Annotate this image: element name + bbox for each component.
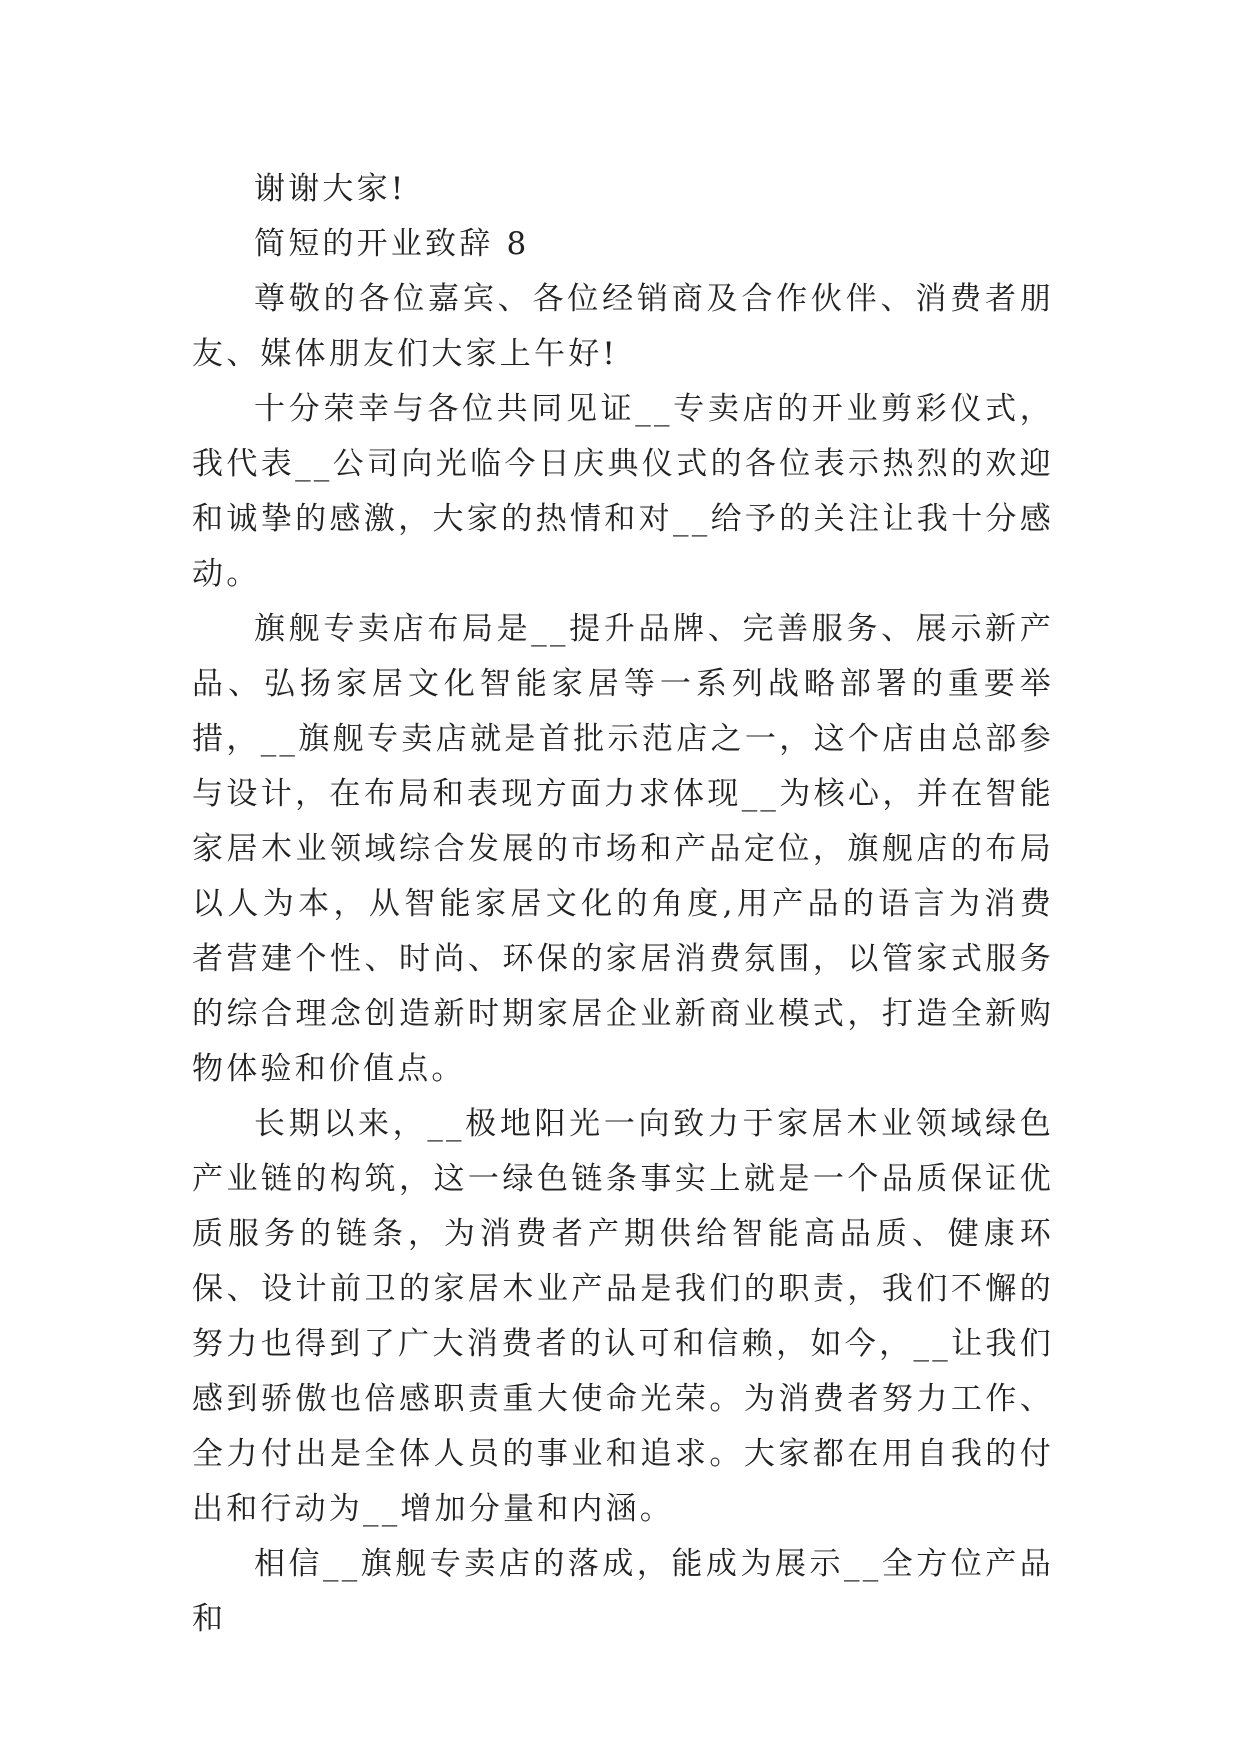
section-heading: 简短的开业致辞 8 bbox=[254, 226, 530, 262]
document-body bbox=[192, 162, 1054, 1647]
paragraph-thanks: 谢谢大家! bbox=[254, 171, 407, 207]
paragraph-green-chain: 长期以来，__极地阳光一向致力于家居木业领域绿色产业链的构筑，这一绿色链条事实上就是一个品质保证优质服务的链条，为消费者产期供给智能高品质、健康环保、设计前卫的家居木业产品是我们的职责，我们不懈的努力也得到了广大消费者的认可和信赖，如今，__让我们感到骄傲也倍感职责重大使命光荣。为消费者努力工作、全力付出是全体人员的事业和追求。大家都在用自我的付出和行动为__增加分量和内涵。 bbox=[192, 1106, 1054, 1527]
paragraph-welcome: 十分荣幸与各位共同见证__专卖店的开业剪彩仪式，我代表__公司向光临今日庆典仪式的各位表示热烈的欢迎和诚挚的感激，大家的热情和对__给予的关注让我十分感动。 bbox=[192, 391, 1054, 592]
paragraph-greeting: 尊敬的各位嘉宾、各位经销商及合作伙伴、消费者朋友、媒体朋友们大家上午好! bbox=[192, 281, 1054, 372]
paragraph-closing-partial: 相信__旗舰专卖店的落成，能成为展示__全方位产品和 bbox=[192, 1546, 1054, 1637]
paragraph-store-layout: 旗舰专卖店布局是__提升品牌、完善服务、展示新产品、弘扬家居文化智能家居等一系列战略部署的重要举措，__旗舰专卖店就是首批示范店之一，这个店由总部参与设计，在布局和表现方面力求体现__为核心，并在智能家居木业领域综合发展的市场和产品定位，旗舰店的布局以人为本，从智能家居文化的角度,用产品的语言为消费者营建个性、时尚、环保的家居消费氛围，以管家式服务的综合理念创造新时期家居企业新商业模式，打造全新购物体验和价值点。 bbox=[192, 611, 1054, 1087]
